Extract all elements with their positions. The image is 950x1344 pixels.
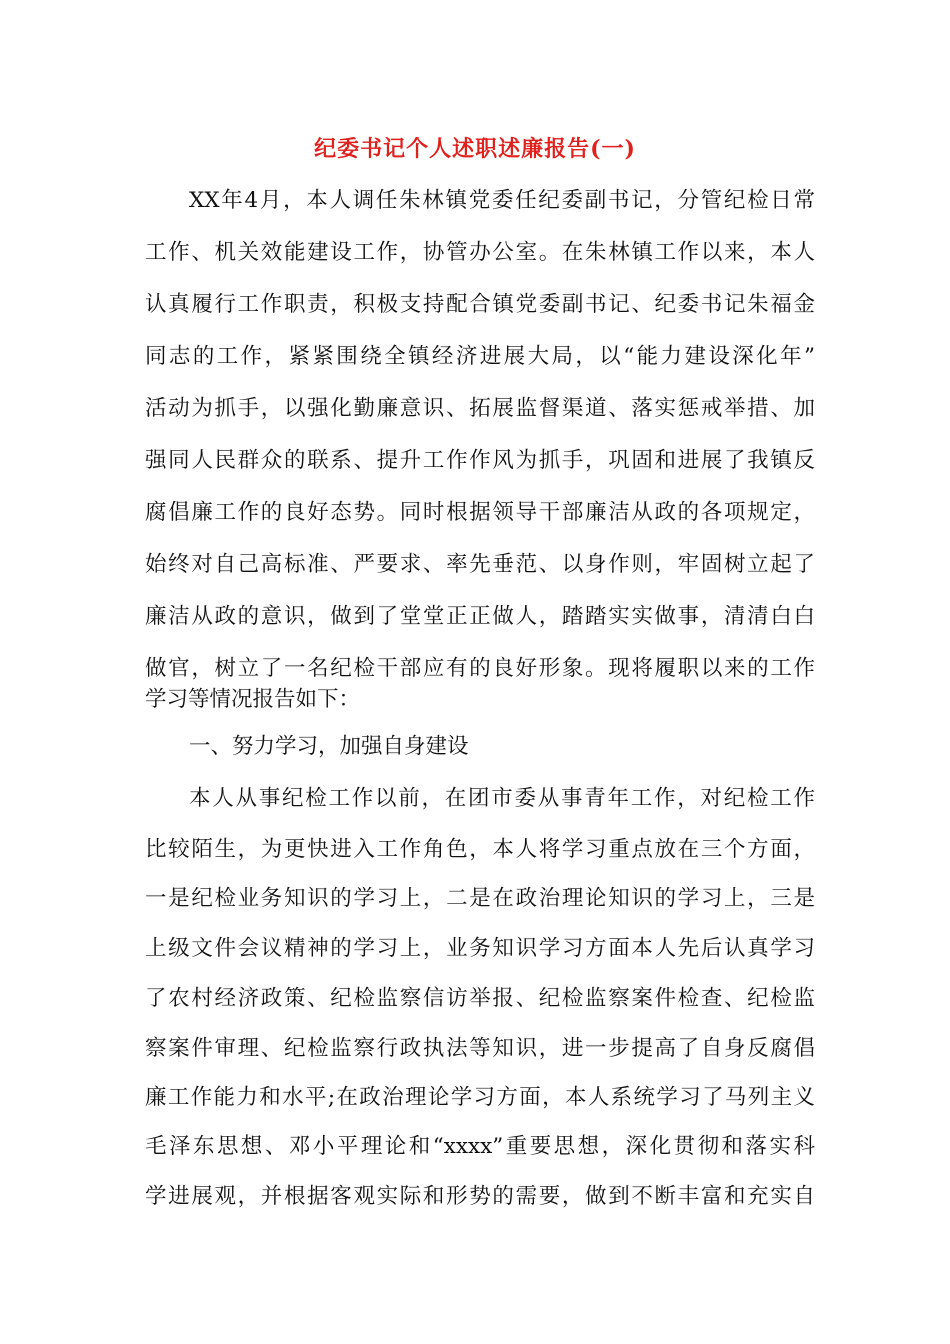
paragraph-line: 上级文件会议精神的学习上，业务知识学习方面本人先后认真学习 [145, 936, 815, 961]
paragraph-line: 学习等情况报告如下： [145, 687, 361, 712]
paragraph-line: 做官，树立了一名纪检干部应有的良好形象。现将履职以来的工作 [145, 656, 815, 681]
paragraph-line: 学进展观，并根据客观实际和形势的需要，做到不断丰富和充实自 [145, 1184, 815, 1209]
paragraph-line: 一是纪检业务知识的学习上，二是在政治理论知识的学习上，三是 [145, 886, 815, 911]
paragraph-line: 活动为抓手，以强化勤廉意识、拓展监督渠道、落实惩戒举措、加 [145, 396, 815, 421]
paragraph-line: 工作、机关效能建设工作，协管办公室。在朱林镇工作以来，本人 [145, 240, 815, 265]
paragraph-line: XX年4月，本人调任朱林镇党委任纪委副书记，分管纪检日常 [189, 188, 815, 213]
paragraph-line: 始终对自己高标准、严要求、率先垂范、以身作则，牢固树立起了 [145, 552, 815, 577]
section-heading: 一、努力学习，加强自身建设 [189, 734, 469, 759]
paragraph-line: 本人从事纪检工作以前，在团市委从事青年工作，对纪检工作 [189, 786, 815, 811]
paragraph-line: 毛泽东思想、邓小平理论和“xxxx”重要思想，深化贯彻和落实科 [145, 1134, 815, 1159]
paragraph-line: 廉工作能力和水平;在政治理论学习方面，本人系统学习了马列主义 [145, 1085, 815, 1110]
paragraph-line: 强同人民群众的联系、提升工作作风为抓手，巩固和进展了我镇反 [145, 448, 815, 473]
paragraph-line: 认真履行工作职责，积极支持配合镇党委副书记、纪委书记朱福金 [145, 292, 815, 317]
document-title: 纪委书记个人述职述廉报告(一) [314, 136, 636, 162]
paragraph-line: 腐倡廉工作的良好态势。同时根据领导干部廉洁从政的各项规定， [145, 500, 815, 525]
paragraph-line: 了农村经济政策、纪检监察信访举报、纪检监察案件检查、纪检监 [145, 986, 815, 1011]
paragraph-line: 比较陌生，为更快进入工作角色，本人将学习重点放在三个方面， [145, 837, 815, 862]
paragraph-line: 同志的工作，紧紧围绕全镇经济进展大局，以“能力建设深化年” [145, 344, 815, 369]
paragraph-line: 廉洁从政的意识，做到了堂堂正正做人，踏踏实实做事，清清白白 [145, 604, 815, 629]
paragraph-line: 察案件审理、纪检监察行政执法等知识，进一步提高了自身反腐倡 [145, 1036, 815, 1061]
